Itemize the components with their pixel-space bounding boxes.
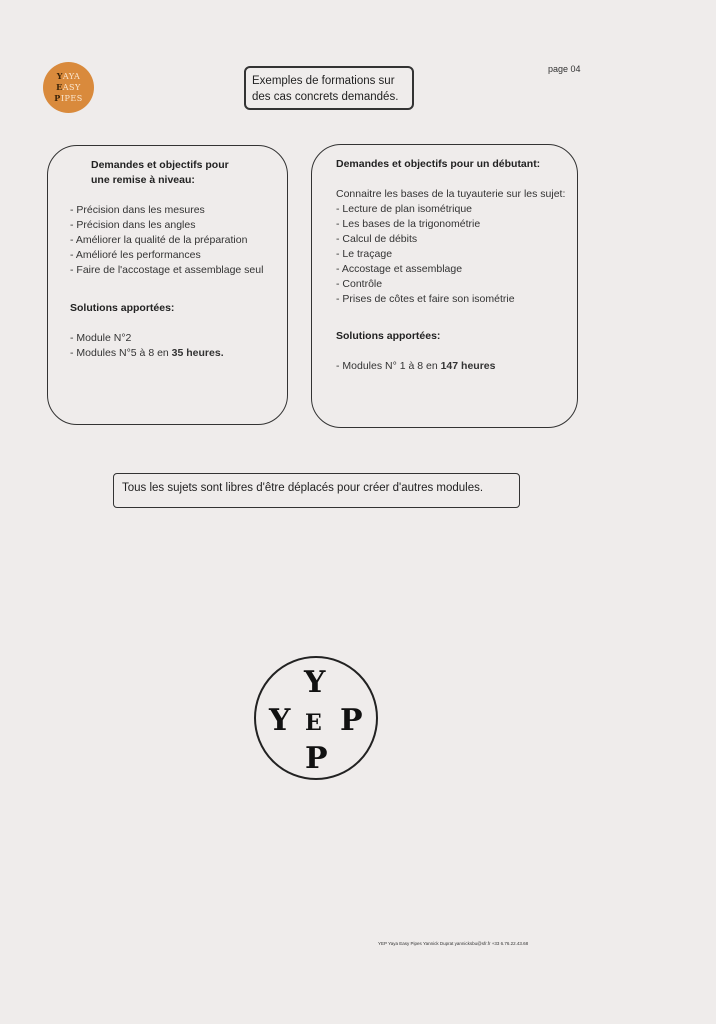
header-line-1: Exemples de formations sur — [252, 75, 395, 87]
card-left-title-1: Demandes et objectifs pour — [91, 159, 229, 171]
card-right-intro: Connaitre les bases de la tuyauterie sur les sujet: — [336, 188, 566, 200]
yep-logo-left-letter: Y — [269, 703, 291, 738]
list-item: - Faire de l'accostage et assemblage seul — [70, 264, 264, 276]
yep-logo-right-letter: P — [340, 703, 363, 738]
list-item: - Amélioré les performances — [70, 249, 201, 261]
list-item: - Précision dans les angles — [70, 219, 196, 231]
card-right-title: Demandes et objectifs pour un débutant: — [336, 158, 541, 170]
card-left-title-2: une remise à niveau: — [91, 174, 195, 186]
solutions-title: Solutions apportées: — [336, 330, 441, 342]
list-item: - Prises de côtes et faire son isométrie — [336, 293, 515, 305]
header-line-2: des cas concrets demandés. — [252, 91, 399, 103]
solution-item: - Module N°2 — [70, 332, 132, 344]
yep-logo-bottom-letter: P — [305, 741, 328, 776]
yep-logo-top-letter: Y — [304, 665, 326, 700]
contact-line: YEP Yaya Easy Pipes Yannick Duprat yannicksbu@sfr.fr +33 6.76.22.43.68 — [378, 941, 529, 946]
list-item: - Lecture de plan isométrique — [336, 203, 472, 215]
solution-item: - Modules N°5 à 8 en 35 heures. — [70, 347, 224, 359]
logo-line-3: PIPES — [54, 93, 83, 103]
page-number: page 04 — [548, 64, 581, 74]
list-item: - Le traçage — [336, 248, 393, 260]
header-box — [244, 66, 414, 110]
card-remise-a-niveau — [47, 145, 288, 425]
solution-item: - Modules N° 1 à 8 en 147 heures — [336, 360, 496, 372]
yaya-easy-pipes-logo — [43, 62, 94, 113]
card-debutant — [311, 144, 578, 428]
list-item: - Contrôle — [336, 278, 383, 290]
yep-logo-middle-letter: E — [305, 710, 322, 736]
list-item: - Les bases de la trigonométrie — [336, 218, 481, 230]
yep-logo — [254, 656, 378, 780]
solutions-title: Solutions apportées: — [70, 302, 175, 314]
list-item: - Améliorer la qualité de la préparation — [70, 234, 248, 246]
logo-line-2: EASY — [56, 82, 81, 92]
list-item: - Calcul de débits — [336, 233, 418, 245]
logo-line-1: YAYA — [56, 71, 81, 81]
list-item: - Précision dans les mesures — [70, 204, 205, 216]
footer-note: Tous les sujets sont libres d'être déplacés pour créer d'autres modules. — [113, 473, 520, 508]
list-item: - Accostage et assemblage — [336, 263, 463, 275]
